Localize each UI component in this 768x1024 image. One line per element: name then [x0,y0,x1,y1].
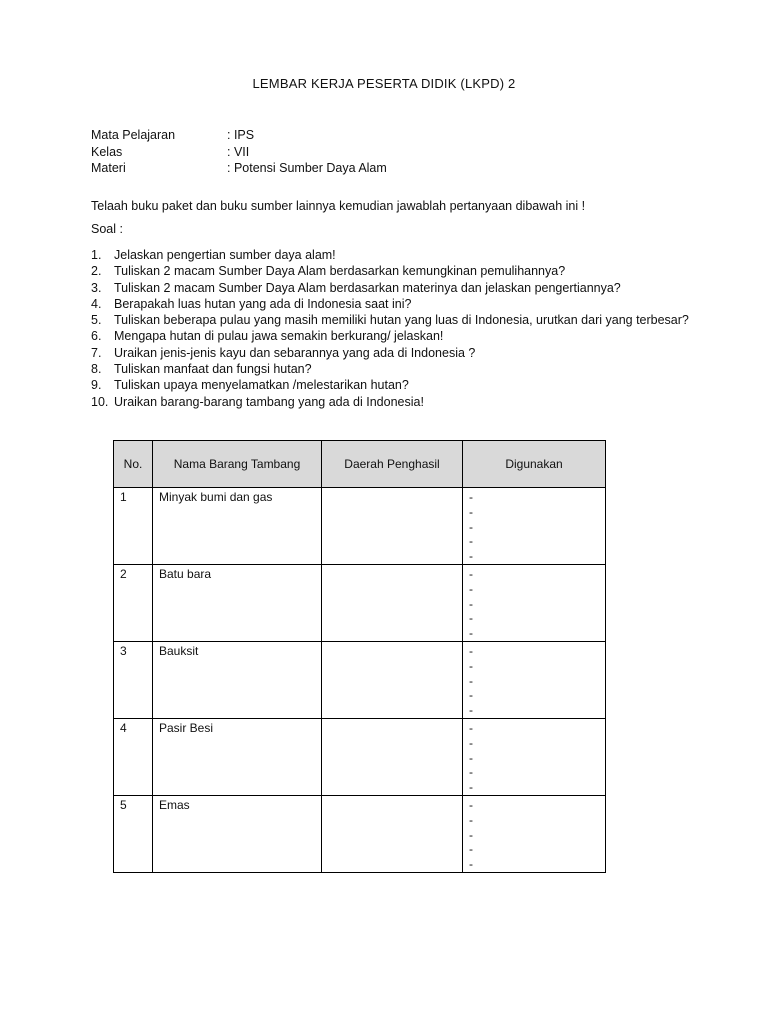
uses-item: - [469,703,473,718]
uses-item: - [469,549,473,564]
cell-uses[interactable] [463,488,606,565]
question-text: Mengapa hutan di pulau jawa semakin berkurang/ jelaskan! [114,329,444,344]
uses-item: - [469,780,473,795]
table-header-row [114,441,606,488]
uses-item: - [469,581,473,596]
question-text: Berapakah luas hutan yang ada di Indonesia saat ini? [114,296,412,311]
question-text: Uraikan jenis-jenis kayu dan sebarannya yang ada di Indonesia ? [114,345,476,360]
question-text: Jelaskan pengertian sumber daya alam! [114,248,336,262]
question-number: 6. [91,329,102,344]
uses-item: - [469,798,473,812]
question-item [91,377,691,393]
uses-item: - [469,721,473,735]
instruction-text: Telaah buku paket dan buku sumber lainnya kemudian jawablah pertanyaan dibawah ini ! [91,199,586,213]
meta-label: Materi [91,161,126,175]
column-header-region: Daerah Penghasil [322,441,463,488]
cell-name: Minyak bumi dan gas [153,488,322,565]
question-text: Tuliskan upaya menyelamatkan /melestarikan hutan? [114,378,409,393]
meta-value: : IPS [227,128,255,142]
table-row [114,565,606,642]
question-text: Tuliskan 2 macam Sumber Daya Alam berdasarkan kemungkinan pemulihannya? [114,264,566,279]
uses-item: - [469,611,473,626]
cell-name: Bauksit [153,642,322,719]
uses-item: - [469,596,473,611]
uses-item: - [469,688,473,703]
meta-row-subject [91,127,387,144]
question-text: Tuliskan manfaat dan fungsi hutan? [114,362,312,377]
cell-region[interactable] [322,488,463,565]
table-row [114,719,606,796]
uses-item: - [469,673,473,688]
uses-item: - [469,842,473,857]
cell-uses[interactable] [463,565,606,642]
uses-item: - [469,750,473,765]
cell-uses[interactable] [463,719,606,796]
document-title: LEMBAR KERJA PESERTA DIDIK (LKPD) 2 [252,76,516,91]
mining-table [113,440,606,873]
cell-uses[interactable] [463,642,606,719]
uses-item: - [469,490,473,504]
cell-region[interactable] [322,796,463,873]
column-header-uses: Digunakan [463,441,606,488]
uses-item: - [469,504,473,519]
question-item [91,312,691,328]
cell-region[interactable] [322,565,463,642]
uses-item: - [469,567,473,581]
question-text: Tuliskan 2 macam Sumber Daya Alam berdasarkan materinya dan jelaskan pengertiannya? [114,280,621,295]
question-text: Tuliskan beberapa pulau yang masih memiliki hutan yang luas di Indonesia, urutkan dari yang terbesar? [114,313,689,328]
table-row [114,488,606,565]
uses-item: - [469,519,473,534]
cell-region[interactable] [322,719,463,796]
table-row [114,642,606,719]
question-item [91,280,691,296]
uses-list [469,721,599,795]
meta-value: : Potensi Sumber Daya Alam [227,161,387,175]
column-header-name: Nama Barang Tambang [153,441,322,488]
cell-uses[interactable] [463,796,606,873]
question-item [91,345,691,361]
question-item [91,328,691,344]
uses-item: - [469,812,473,827]
cell-name: Emas [153,796,322,873]
question-item [91,361,691,377]
cell-name: Batu bara [153,565,322,642]
question-number: 5. [91,313,102,328]
uses-item: - [469,534,473,549]
question-item [91,247,691,263]
uses-list [469,567,599,641]
uses-item: - [469,857,473,872]
uses-item: - [469,827,473,842]
column-header-no: No. [114,441,153,488]
uses-item: - [469,735,473,750]
cell-no: 5 [114,796,153,873]
uses-list [469,798,599,872]
uses-list [469,490,599,564]
question-number: 9. [91,378,102,393]
cell-no: 4 [114,719,153,796]
table-row [114,796,606,873]
subject-info [91,127,387,177]
meta-row-material [91,160,387,177]
uses-item: - [469,626,473,641]
cell-name: Pasir Besi [153,719,322,796]
cell-no: 1 [114,488,153,565]
question-item [91,394,691,410]
question-number: 2. [91,264,102,279]
question-number: 10. [91,394,109,409]
meta-label: Kelas [91,144,123,159]
question-number: 4. [91,296,102,311]
meta-row-class [91,144,387,161]
question-number: 3. [91,280,102,295]
questions-heading: Soal : [91,222,123,236]
meta-value: : VII [227,144,250,159]
question-text: Uraikan barang-barang tambang yang ada di Indonesia! [114,394,424,409]
cell-no: 2 [114,565,153,642]
question-item [91,296,691,312]
question-list [91,247,691,410]
meta-label: Mata Pelajaran [91,128,176,142]
uses-item: - [469,644,473,658]
uses-item: - [469,658,473,673]
question-item [91,263,691,279]
question-number: 1. [91,248,102,262]
uses-list [469,644,599,718]
question-number: 8. [91,362,102,377]
cell-no: 3 [114,642,153,719]
cell-region[interactable] [322,642,463,719]
uses-item: - [469,765,473,780]
question-number: 7. [91,345,102,360]
